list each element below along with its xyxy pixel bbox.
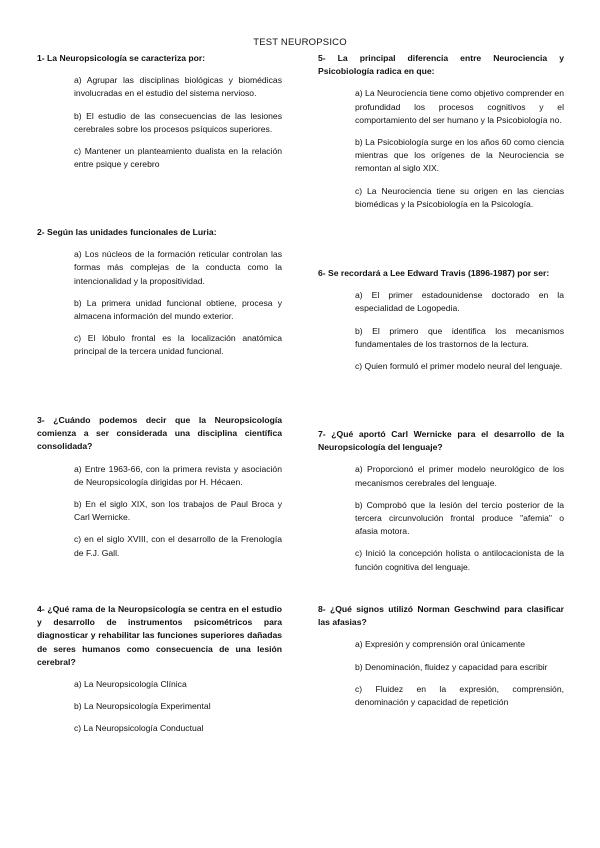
option-a[interactable]: a) La Neuropsicología Clínica <box>74 679 187 690</box>
option-c[interactable]: c) La Neurociencia tiene su origen en las ciencias biomédicas y la Psicobiología en la Psicología. <box>355 185 564 209</box>
question-text: 2- Según las unidades funcionales de Luria: <box>37 227 217 237</box>
question-3 <box>37 414 282 560</box>
question-text: 1- La Neuropsicología se caracteriza por: <box>37 53 206 63</box>
question-7 <box>318 428 564 574</box>
option-b[interactable]: b) La primera unidad funcional obtiene, procesa y almacena información del mundo exterior. <box>74 297 282 322</box>
question-text: 5- La principal diferencia entre Neurociencia y Psicobiología radica en que: <box>318 53 564 77</box>
question-text: 3- ¿Cuándo podemos decir que la Neuropsicología comienza a ser considerada una disciplina científica consolidada? <box>37 415 282 452</box>
option-a[interactable]: a) La Neurociencia tiene como objetivo comprender en profundidad los procesos cognitivos y el comportamiento del ser humano y la Psicobiología no. <box>355 88 564 125</box>
option-c[interactable]: c) Inició la concepción holista o antilocacionista de la función cognitiva del lenguaje. <box>355 548 564 572</box>
option-c[interactable]: c) Mantener un planteamiento dualista en la relación entre psique y cerebro <box>74 146 282 170</box>
option-c[interactable]: c) en el siglo XVIII, con el desarrollo de la Frenología de F.J. Gall. <box>74 534 282 558</box>
question-1 <box>37 52 282 171</box>
question-8 <box>318 603 564 709</box>
option-a[interactable]: a) Expresión y comprensión oral únicamente <box>355 639 526 650</box>
question-text: 8- ¿Qué signos utilizó Norman Geschwind para clasificar las afasias? <box>318 604 564 628</box>
option-b[interactable]: b) El estudio de las consecuencias de las lesiones cerebrales sobre los procesos psíquicos superiores. <box>74 110 282 134</box>
page-title: TEST NEUROPSICO <box>253 37 347 48</box>
option-c[interactable]: c) El lóbulo frontal es la localización anatómica principal de la tercera unidad funcional. <box>74 333 282 357</box>
option-b[interactable]: b) La Psicobiología surge en los años 60 como ciencia mientras que los orígenes de la Neurociencia se remontan al siglo XIX. <box>355 137 564 174</box>
option-c[interactable]: c) Quien formuló el primer modelo neural del lenguaje. <box>355 361 563 372</box>
option-b[interactable]: b) En el siglo XIX, son los trabajos de Paul Broca y Carl Wernicke. <box>74 499 282 523</box>
option-c[interactable]: c) Fluidez en la expresión, comprensión, denominación y capacidad de repetición <box>355 683 564 708</box>
option-b[interactable]: b) El primero que identifica los mecanismos fundamentales de los trastornos de la lectura. <box>355 325 564 349</box>
question-text: 4- ¿Qué rama de la Neuropsicología se centra en el estudio y desarrollo de instrumentos psicométricos para diagnosticar y rehabilitar las funciones superiores dañadas de seres humanos como consecuencia de una lesión cerebral? <box>37 604 282 667</box>
option-b[interactable]: b) Comprobó que la lesión del tercio posterior de la tercera circunvolución frontal produce "afemia" o afasia motora. <box>355 499 564 537</box>
question-6 <box>318 267 564 373</box>
question-4 <box>37 603 282 736</box>
question-2 <box>37 226 282 359</box>
question-text: 6- Se recordará a Lee Edward Travis (1896-1987) por ser: <box>318 268 550 278</box>
option-c[interactable]: c) La Neuropsicología Conductual <box>74 723 204 734</box>
option-b[interactable]: b) La Neuropsicología Experimental <box>74 701 211 712</box>
option-a[interactable]: a) Entre 1963-66, con la primera revista y asociación de Neuropsicología dirigidas por H. Hécaen. <box>74 463 282 487</box>
option-b[interactable]: b) Denominación, fluidez y capacidad para escribir <box>355 661 548 672</box>
option-a[interactable]: a) Proporcionó el primer modelo neurológico de los mecanismos cerebrales del lenguaje. <box>355 464 564 488</box>
option-a[interactable]: a) Los núcleos de la formación reticular controlan las formas más complejas de la conducta como la intencionalidad y la propositividad. <box>74 249 282 286</box>
option-a[interactable]: a) El primer estadounidense doctorado en la especialidad de Logopedia. <box>355 290 564 314</box>
question-text: 7- ¿Qué aportó Carl Wernicke para el desarrollo de la Neuropsicología del lenguaje? <box>318 429 564 453</box>
question-5 <box>318 52 564 211</box>
option-a[interactable]: a) Agrupar las disciplinas biológicas y biomédicas involucradas en el estudio del sistema nervioso. <box>74 75 282 99</box>
